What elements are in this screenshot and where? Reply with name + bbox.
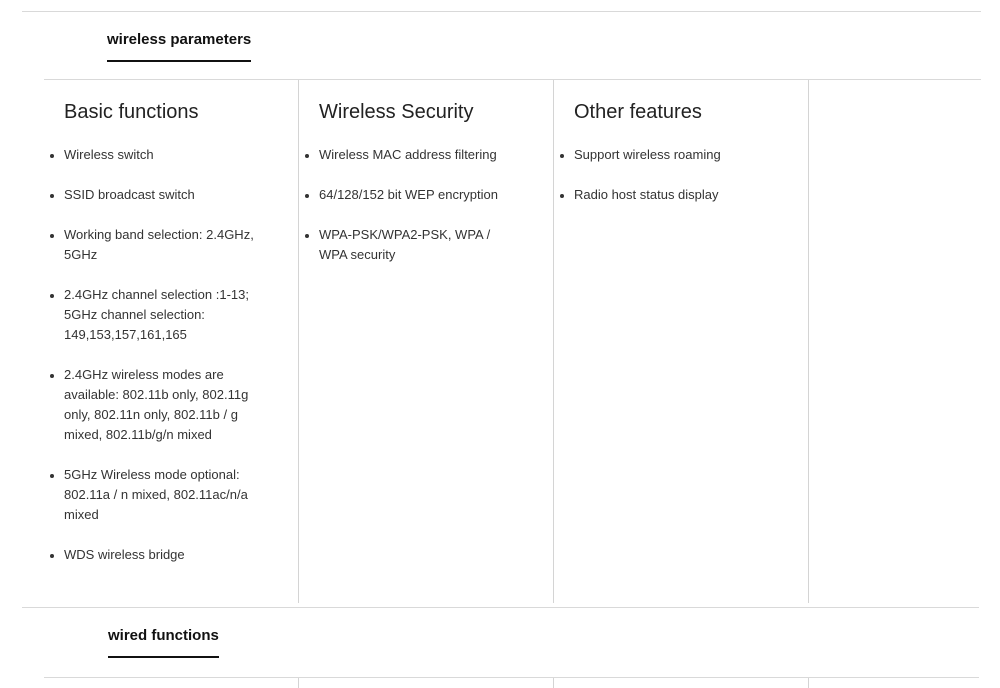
column-separator (553, 678, 554, 688)
section-tab-wireless-parameters[interactable]: wireless parameters (107, 31, 251, 62)
list-item: Wireless switch (64, 145, 264, 165)
feature-list (319, 145, 519, 265)
list-item: 2.4GHz wireless modes are available: 802.11b only, 802.11g only, 802.11n only, 802.11b / g mixed, 802.11b/g/n mixed (64, 365, 264, 445)
column-separator (808, 678, 809, 688)
column-heading: Other features (574, 101, 702, 123)
top-divider (22, 11, 981, 12)
column-separator (298, 678, 299, 688)
list-item: SSID broadcast switch (64, 185, 264, 205)
feature-list (574, 145, 774, 205)
section-divider (22, 607, 979, 608)
feature-list (64, 145, 264, 565)
section-divider (44, 677, 979, 678)
list-item: 64/128/152 bit WEP encryption (319, 185, 519, 205)
column-heading: Basic functions (64, 101, 199, 123)
list-item: WDS wireless bridge (64, 545, 264, 565)
column-wireless-security (299, 80, 553, 285)
section-tab-wired-functions[interactable]: wired functions (108, 627, 219, 658)
column-heading: Wireless Security (319, 101, 474, 123)
list-item: 5GHz Wireless mode optional: 802.11a / n mixed, 802.11ac/n/a mixed (64, 465, 264, 525)
list-item: Wireless MAC address filtering (319, 145, 519, 165)
list-item: WPA-PSK/WPA2-PSK, WPA / WPA security (319, 225, 519, 265)
list-item: Working band selection: 2.4GHz, 5GHz (64, 225, 264, 265)
list-item: Support wireless roaming (574, 145, 774, 165)
column-separator (808, 80, 809, 603)
list-item: 2.4GHz channel selection :1-13; 5GHz channel selection: 149,153,157,161,165 (64, 285, 264, 345)
list-item: Radio host status display (574, 185, 774, 205)
column-other-features (554, 80, 808, 225)
column-basic-functions (44, 80, 298, 585)
